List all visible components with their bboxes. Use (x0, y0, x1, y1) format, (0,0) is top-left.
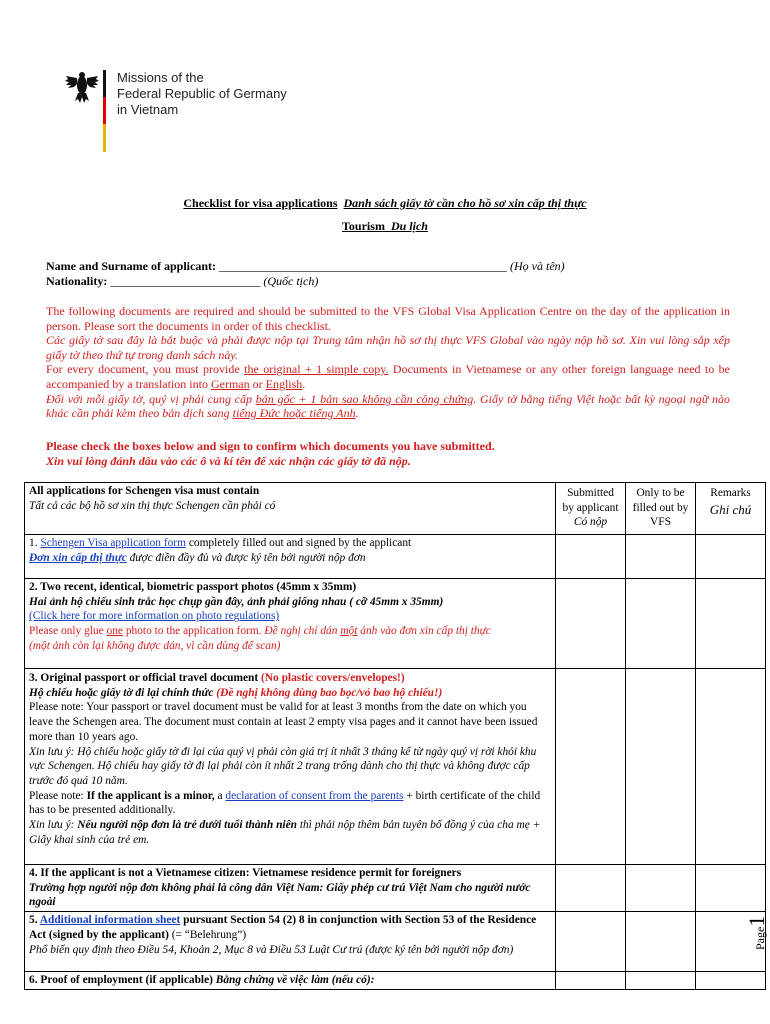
row-6-submitted-box[interactable] (556, 972, 626, 990)
logo-text (117, 70, 287, 118)
nationality-field[interactable] (46, 274, 318, 289)
german-flag-bar (103, 70, 106, 152)
check-instruction (46, 439, 495, 469)
page-number (744, 916, 770, 950)
row-5-submitted-box[interactable] (556, 912, 626, 972)
consent-declaration-link[interactable]: declaration of consent from the parents (225, 789, 404, 802)
row-2-remarks-box[interactable] (696, 579, 766, 669)
name-blank[interactable]: ________________________________________________ (219, 259, 508, 273)
title-vi: Danh sách giấy tờ cần cho hồ sơ xin cấp thị thực (343, 196, 587, 210)
intro-text (46, 304, 730, 421)
logo-line-2: Federal Republic of Germany (117, 86, 287, 101)
table-row-2 (25, 579, 766, 669)
row-1-desc: 1. Schengen Visa application form completely filled out and signed by the applicant Đơn xin cấp thị thực được điền đầy đủ và được ký tên bởi người nộp đơn (25, 535, 556, 579)
header-title-cell (25, 483, 556, 535)
row-4-desc: 4. If the applicant is not a Vietnamese citizen: Vietnamese residence permit for foreigners Trường hợp người nộp đơn không phải là công dân Việt Nam: Giấy phép cư trú Việt Nam cho người nước ngoài (25, 865, 556, 912)
row-6-desc: 6. Proof of employment (if applicable) Bằng chứng về việc làm (nếu có): (25, 972, 556, 990)
intro-p1: The following documents are required and should be submitted to the VFS Global Visa Application Centre on the day of the application in person. Please sort the documents in order of this checklist. (46, 304, 730, 333)
table-row-6 (25, 972, 766, 990)
row-4-remarks-box[interactable] (696, 865, 766, 912)
table-row-1 (25, 535, 766, 579)
row-1-remarks-box[interactable] (696, 535, 766, 579)
table-row-5 (25, 912, 766, 972)
title-en: Checklist for visa applications (183, 196, 338, 210)
federal-eagle-icon (64, 70, 100, 104)
row-6-remarks-box[interactable] (696, 972, 766, 990)
table-row-3 (25, 669, 766, 865)
check-vi: Xin vui lòng đánh dấu vào các ô và kí tên để xác nhận các giấy tờ đã nộp. (46, 454, 411, 468)
check-en: Please check the boxes below and sign to confirm which documents you have submitted. (46, 439, 495, 453)
header-vfs: Only to be filled out by VFS (626, 483, 696, 535)
row-5-vfs-box (626, 912, 696, 972)
name-field[interactable] (46, 259, 565, 274)
row-6-vfs-box (626, 972, 696, 990)
page-subtitle (0, 219, 770, 234)
row-2-vfs-box (626, 579, 696, 669)
checklist-table (24, 482, 766, 990)
table-header (25, 483, 766, 535)
name-label-vi: (Họ và tên) (510, 259, 565, 273)
row-2-desc: 2. Two recent, identical, biometric passport photos (45mm x 35mm) Hai ảnh hộ chiếu sinh trắc học chụp gần đây, ảnh phải giống nhau ( cỡ 45mm x 35mm) (Click here for more information on photo regulations) Please only glue one photo to the application form. Đề nghị chỉ dán một ảnh vào đơn xin cấp thị thực (một ảnh còn lại không được dán, vì cần dùng để scan) (25, 579, 556, 669)
header-title-vi: Tất cả các bộ hồ sơ xin thị thực Schengen cần phải có (29, 499, 276, 512)
additional-info-sheet-link[interactable]: Additional information sheet (39, 914, 181, 927)
row-3-submitted-box[interactable] (556, 669, 626, 865)
page-number-value: 1 (744, 915, 769, 927)
row-3-desc: 3. Original passport or official travel document (No plastic covers/envelopes!) Hộ chiếu hoặc giấy tờ đi lại chính thức (Đề nghị không dùng bao bọc/vỏ bao hộ chiếu!) Please note: Your passport or travel document must be valid for at least 3 months from the date on which you leave the Schengen area. The document must contain at least 2 empty visa pages and it cannot have been issued more than 10 years ago. Xin lưu ý: Hộ chiếu hoặc giấy tờ đi lại của quý vị phải còn giá trị ít nhất 3 tháng kể từ ngày quý vị rời khỏi khu vực Schengen. Hộ chiếu hay giấy tờ đi lại phải còn ít nhất 2 trang trống dành cho thị thực và không được cấp trước đó quá 10 năm. Please note: If the applicant is a minor, a declaration of consent from the parents + birth certificate of the child has to be presented additionally. Xin lưu ý: Nếu người nộp đơn là trẻ dưới tuổi thành niên thì phải nộp thêm bản tuyên bố đồng ý của cha mẹ + Giấy khai sinh của trẻ em. (25, 669, 556, 865)
intro-p2: For every document, you must provide the original + 1 simple copy. Documents in Vietnamese or any other foreign language need to be accompanied by a translation into German or English. (46, 362, 731, 391)
intro-p1-vi: Các giấy tờ sau đây là bắt buộc và phải được nộp tại Trung tâm nhận hồ sơ thị thực VFS Global vào ngày nộp hồ sơ. Xin vui lòng sắp xếp giấy tờ theo thứ tự trong danh sách này. (46, 333, 730, 362)
name-label: Name and Surname of applicant: (46, 259, 217, 273)
row-3-vfs-box (626, 669, 696, 865)
intro-p3-vi: Đối với mỗi giấy tờ, quý vị phải cung cấp bản gốc + 1 bản sao không cần công chứng. Giấy tờ bằng tiếng Việt hoặc bất kỳ ngoại ngữ nào khác cần phải kèm theo bản dịch sang tiếng Đức hoặc tiếng Anh. (46, 391, 731, 421)
logo-line-1: Missions of the (117, 70, 204, 85)
photo-regulations-link[interactable]: (Click here for more information on photo regulations) (29, 610, 280, 623)
application-form-link-vi[interactable]: Đơn xin cấp thị thực (29, 551, 127, 564)
page-label: Page (753, 926, 767, 950)
header-remarks: Remarks Ghi chú (696, 483, 766, 535)
row-1-vfs-box (626, 535, 696, 579)
table-row-4 (25, 865, 766, 912)
row-5-desc: 5. Additional information sheet pursuant Section 54 (2) 8 in conjunction with Section 53 of the Residence Act (signed by the applicant) (= “Belehrung”) Phổ biến quy định theo Điều 54, Khoản 2, Mục 8 và Điều 53 Luật Cư trú (được ký tên bởi người nộp đơn) (25, 912, 556, 972)
subtitle-vi: Du lịch (390, 219, 428, 233)
nationality-blank[interactable]: _________________________ (110, 274, 261, 288)
page-title (0, 196, 770, 211)
nationality-label: Nationality: (46, 274, 108, 288)
row-1-submitted-box[interactable] (556, 535, 626, 579)
subtitle-en: Tourism (342, 219, 385, 233)
row-3-remarks-box[interactable] (696, 669, 766, 865)
row-4-submitted-box[interactable] (556, 865, 626, 912)
header-submitted: Submitted by applicant Có nộp (556, 483, 626, 535)
nationality-label-vi: (Quốc tịch) (263, 274, 319, 288)
header-title: All applications for Schengen visa must contain (29, 485, 260, 497)
application-form-link[interactable]: Schengen Visa application form (40, 537, 186, 549)
logo-line-3: in Vietnam (117, 102, 179, 117)
row-2-submitted-box[interactable] (556, 579, 626, 669)
row-4-vfs-box (626, 865, 696, 912)
